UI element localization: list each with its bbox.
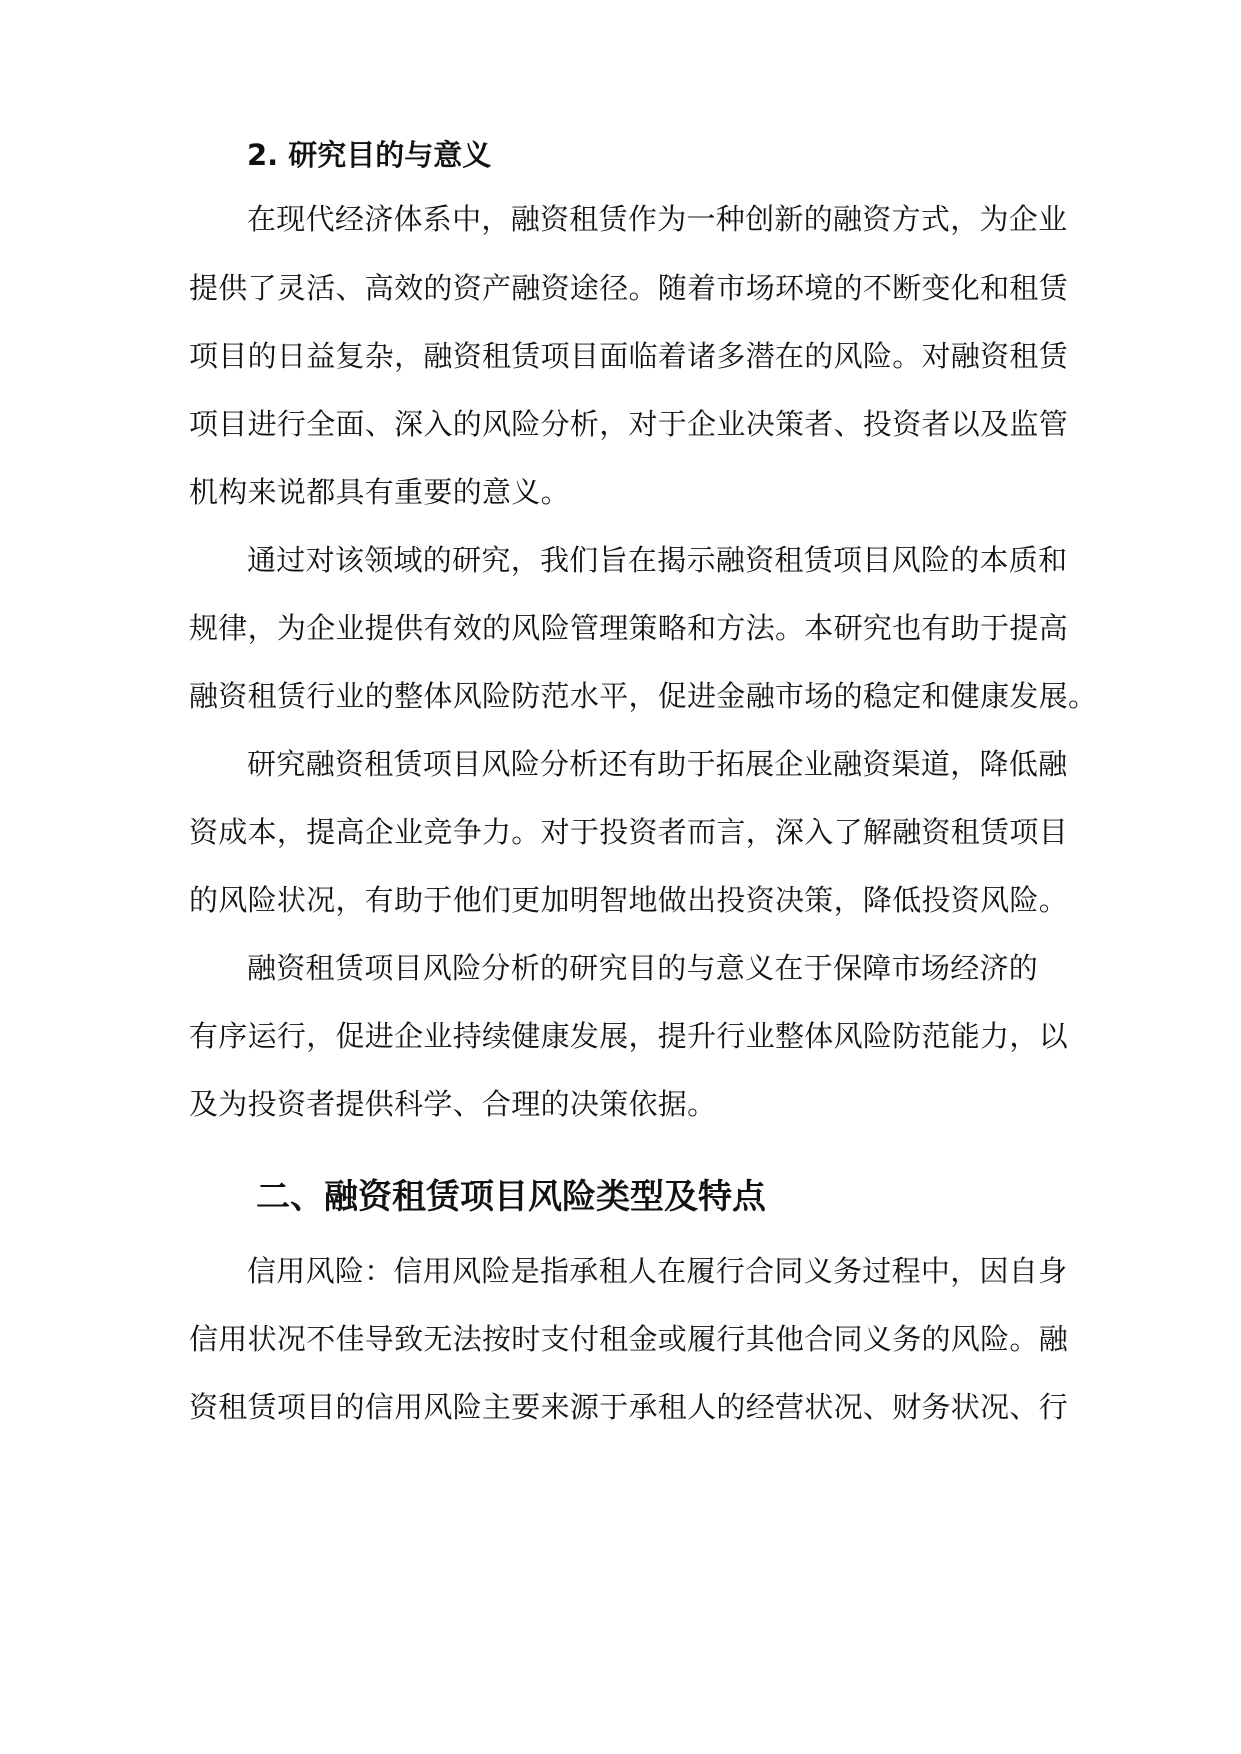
chapter-paragraph-line-2: 信用状况不佳导致无法按时支付租金或履行其他合同义务的风险。融: [189, 1322, 1069, 1356]
paragraph-1-line-2: 提供了灵活、高效的资产融资途径。随着市场环境的不断变化和租赁: [189, 271, 1069, 305]
paragraph-1-line-1: 在现代经济体系中，融资租赁作为一种创新的融资方式，为企业: [247, 202, 1068, 236]
paragraph-4-line-1: 融资租赁项目风险分析的研究目的与意义在于保障市场经济的: [247, 951, 1039, 985]
chapter-paragraph-line-3: 资租赁项目的信用风险主要来源于承租人的经营状况、财务状况、行: [189, 1390, 1069, 1424]
paragraph-3-line-3: 的风险状况，有助于他们更加明智地做出投资决策，降低投资风险。: [189, 883, 1069, 917]
paragraph-2-line-1: 通过对该领域的研究，我们旨在揭示融资租赁项目风险的本质和: [247, 543, 1068, 577]
paragraph-3-line-2: 资成本，提高企业竞争力。对于投资者而言，深入了解融资租赁项目: [189, 815, 1069, 849]
paragraph-4-line-2: 有序运行，促进企业持续健康发展，提升行业整体风险防范能力，以: [189, 1019, 1069, 1053]
paragraph-1-line-5: 机构来说都具有重要的意义。: [189, 475, 570, 509]
paragraph-1-line-4: 项目进行全面、深入的风险分析，对于企业决策者、投资者以及监管: [189, 407, 1069, 441]
chapter-heading: 二、融资租赁项目风险类型及特点: [256, 1177, 766, 1217]
section-heading: 2. 研究目的与意义: [247, 138, 492, 172]
paragraph-3-line-1: 研究融资租赁项目风险分析还有助于拓展企业融资渠道，降低融: [247, 747, 1068, 781]
paragraph-4-line-3: 及为投资者提供科学、合理的决策依据。: [189, 1087, 717, 1121]
paragraph-2-line-2: 规律，为企业提供有效的风险管理策略和方法。本研究也有助于提高: [189, 611, 1069, 645]
paragraph-1-line-3: 项目的日益复杂，融资租赁项目面临着诸多潜在的风险。对融资租赁: [189, 339, 1069, 373]
paragraph-2-line-3: 融资租赁行业的整体风险防范水平，促进金融市场的稳定和健康发展。: [189, 679, 1098, 713]
chapter-paragraph-line-1: 信用风险：信用风险是指承租人在履行合同义务过程中，因自身: [247, 1254, 1068, 1288]
